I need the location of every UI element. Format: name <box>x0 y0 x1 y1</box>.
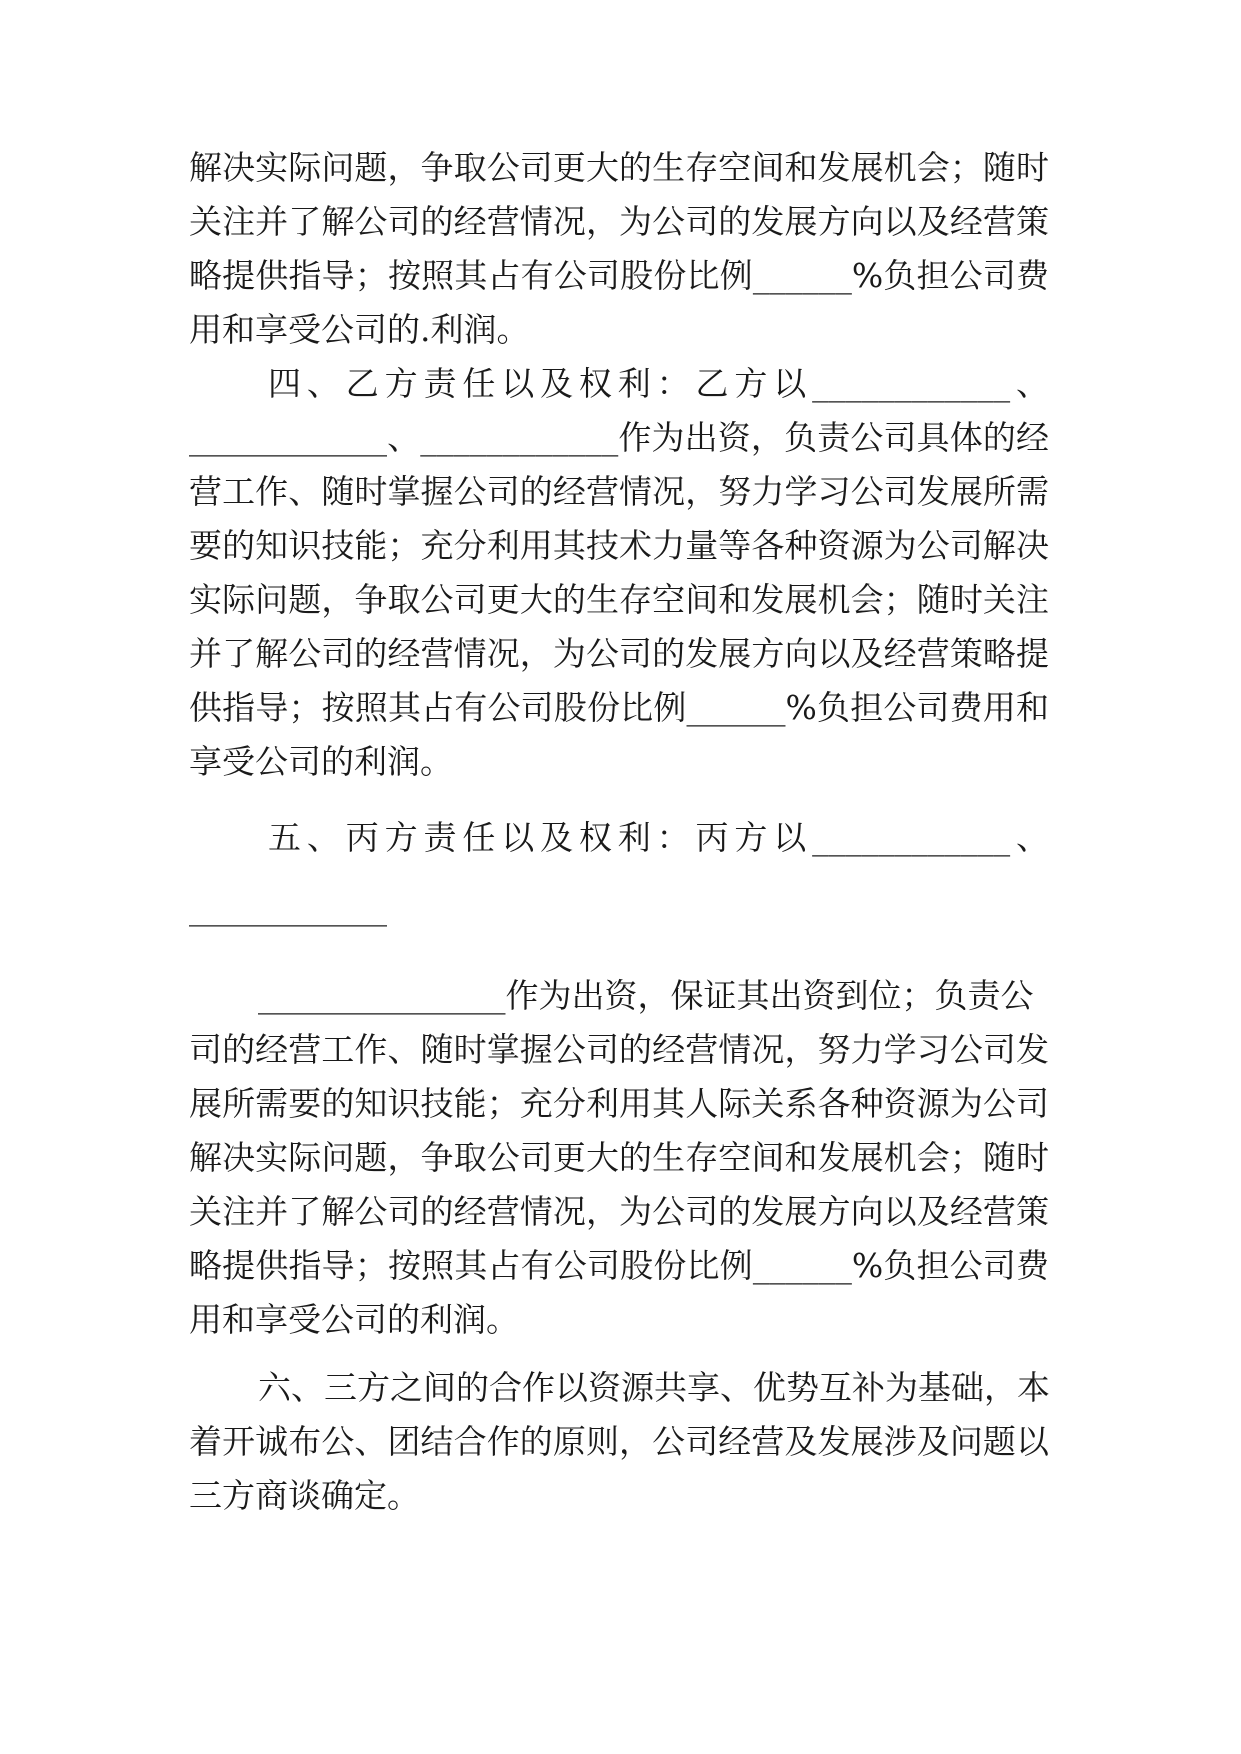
section-five-heading-line: 五、丙方责任以及权利：丙方以____________、 <box>268 818 1049 857</box>
blank-fill-line: ____________ <box>189 888 387 927</box>
paragraph-line: 三方商谈确定。 <box>189 1476 420 1515</box>
section-four-heading-line: 四、乙方责任以及权利：乙方以____________、 <box>268 364 1049 403</box>
paragraph-line: 展所需要的知识技能；充分利用其人际关系各种资源为公司 <box>189 1084 1049 1123</box>
paragraph-line: 用和享受公司的.利润。 <box>189 310 530 349</box>
paragraph-line: 关注并了解公司的经营情况，为公司的发展方向以及经营策 <box>189 202 1049 241</box>
paragraph-line: 并了解公司的经营情况，为公司的发展方向以及经营策略提 <box>189 634 1049 673</box>
paragraph-line: 享受公司的利润。 <box>189 742 453 781</box>
paragraph-line: 略提供指导；按照其占有公司股份比例______%负担公司费 <box>189 256 1049 295</box>
paragraph-line: 要的知识技能；充分利用其技术力量等各种资源为公司解决 <box>189 526 1049 565</box>
paragraph-line: 供指导；按照其占有公司股份比例______%负担公司费用和 <box>189 688 1049 727</box>
paragraph-line: 司的经营工作、随时掌握公司的经营情况，努力学习公司发 <box>189 1030 1049 1069</box>
paragraph-line: ____________、____________作为出资，负责公司具体的经 <box>189 418 1049 457</box>
paragraph-line: _______________作为出资，保证其出资到位；负责公 <box>258 976 1034 1015</box>
paragraph-line: 实际问题，争取公司更大的生存空间和发展机会；随时关注 <box>189 580 1049 619</box>
paragraph-line: 解决实际问题，争取公司更大的生存空间和发展机会；随时 <box>189 148 1049 187</box>
paragraph-line: 略提供指导；按照其占有公司股份比例______%负担公司费 <box>189 1246 1049 1285</box>
section-six-heading-line: 六、三方之间的合作以资源共享、优势互补为基础，本 <box>258 1368 1050 1407</box>
paragraph-line: 关注并了解公司的经营情况，为公司的发展方向以及经营策 <box>189 1192 1049 1231</box>
paragraph-line: 用和享受公司的利润。 <box>189 1300 519 1339</box>
paragraph-line: 解决实际问题，争取公司更大的生存空间和发展机会；随时 <box>189 1138 1049 1177</box>
paragraph-line: 着开诚布公、团结合作的原则，公司经营及发展涉及问题以 <box>189 1422 1049 1461</box>
paragraph-line: 营工作、随时掌握公司的经营情况，努力学习公司发展所需 <box>189 472 1049 511</box>
